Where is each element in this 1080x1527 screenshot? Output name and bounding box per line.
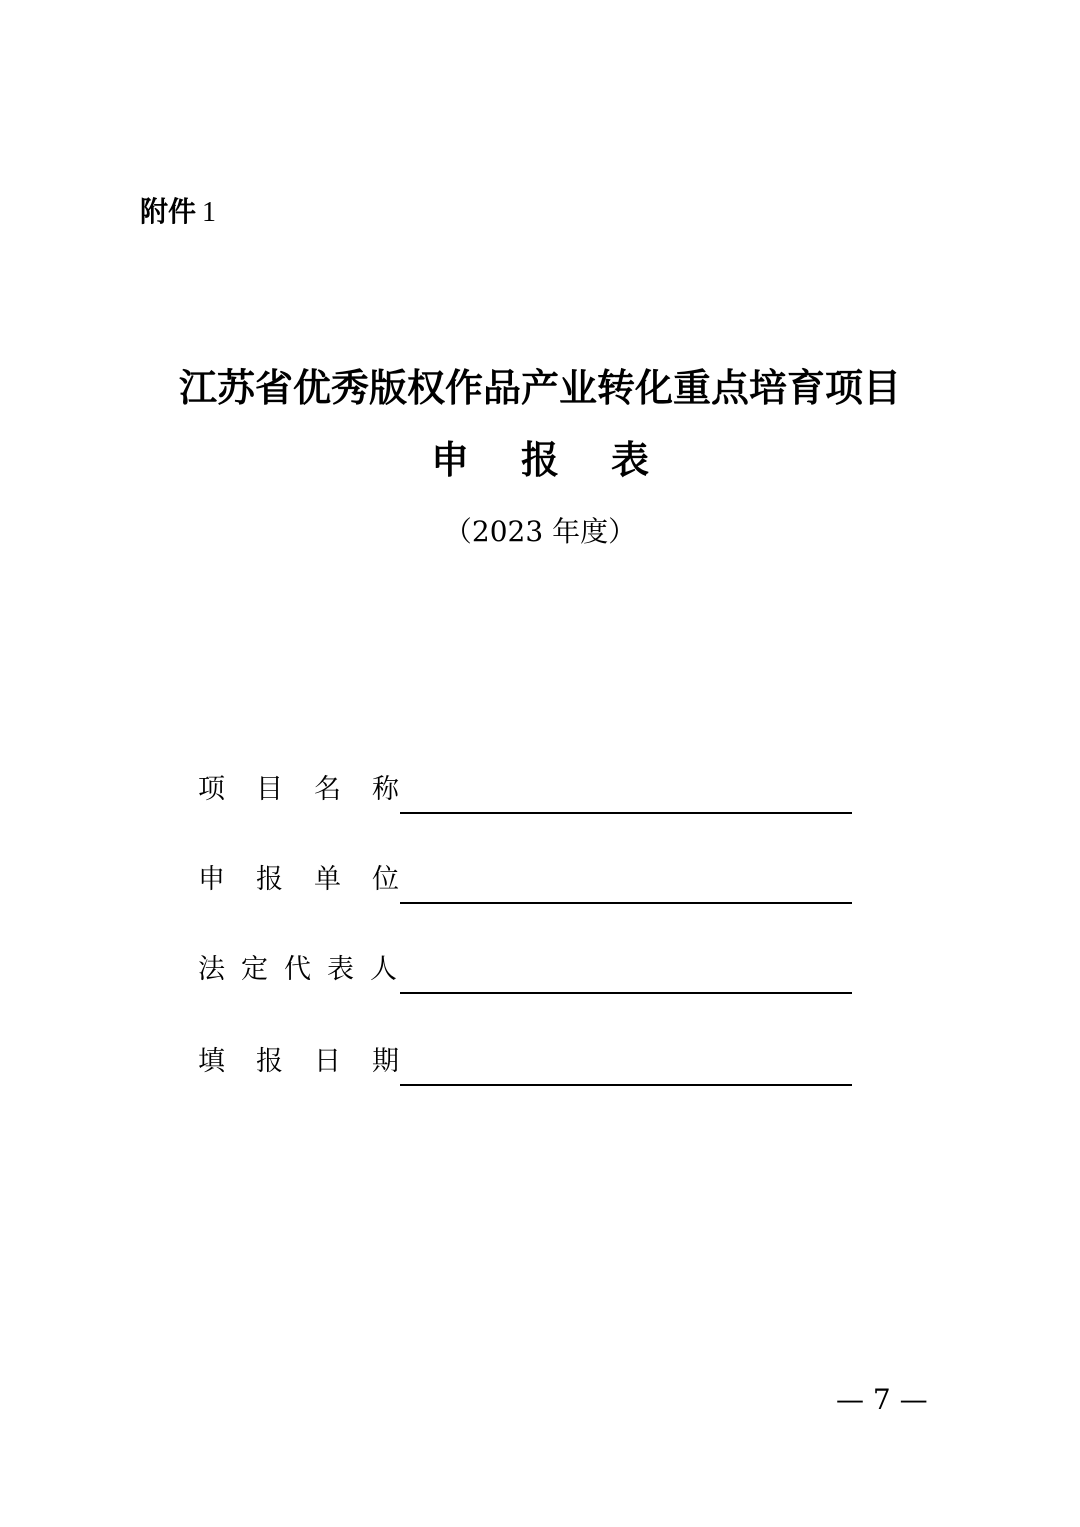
- applicant-unit-field[interactable]: [400, 902, 852, 904]
- attachment-number: 1: [202, 197, 217, 228]
- project-name-label: 项目名称: [198, 774, 430, 805]
- form-row-project-name: [198, 766, 852, 814]
- legal-representative-field[interactable]: [400, 992, 852, 994]
- form-row-applicant-unit: [198, 856, 852, 904]
- year-note: （2023 年度）: [443, 515, 637, 548]
- form-row-filing-date: [198, 1038, 852, 1086]
- project-name-field[interactable]: [400, 812, 852, 814]
- document-subtitle: 申报表: [430, 438, 701, 482]
- filing-date-field[interactable]: [400, 1084, 852, 1086]
- legal-representative-label: 法定代表人: [198, 954, 413, 985]
- document-title: 江苏省优秀版权作品产业转化重点培育项目: [178, 366, 901, 410]
- applicant-unit-label: 申报单位: [198, 864, 430, 895]
- filing-date-label: 填报日期: [198, 1046, 430, 1077]
- page-number: — 7 —: [836, 1383, 928, 1416]
- form-row-legal-representative: [198, 946, 852, 994]
- attachment-label: 附件: [140, 195, 197, 228]
- attachment-heading: [140, 192, 216, 233]
